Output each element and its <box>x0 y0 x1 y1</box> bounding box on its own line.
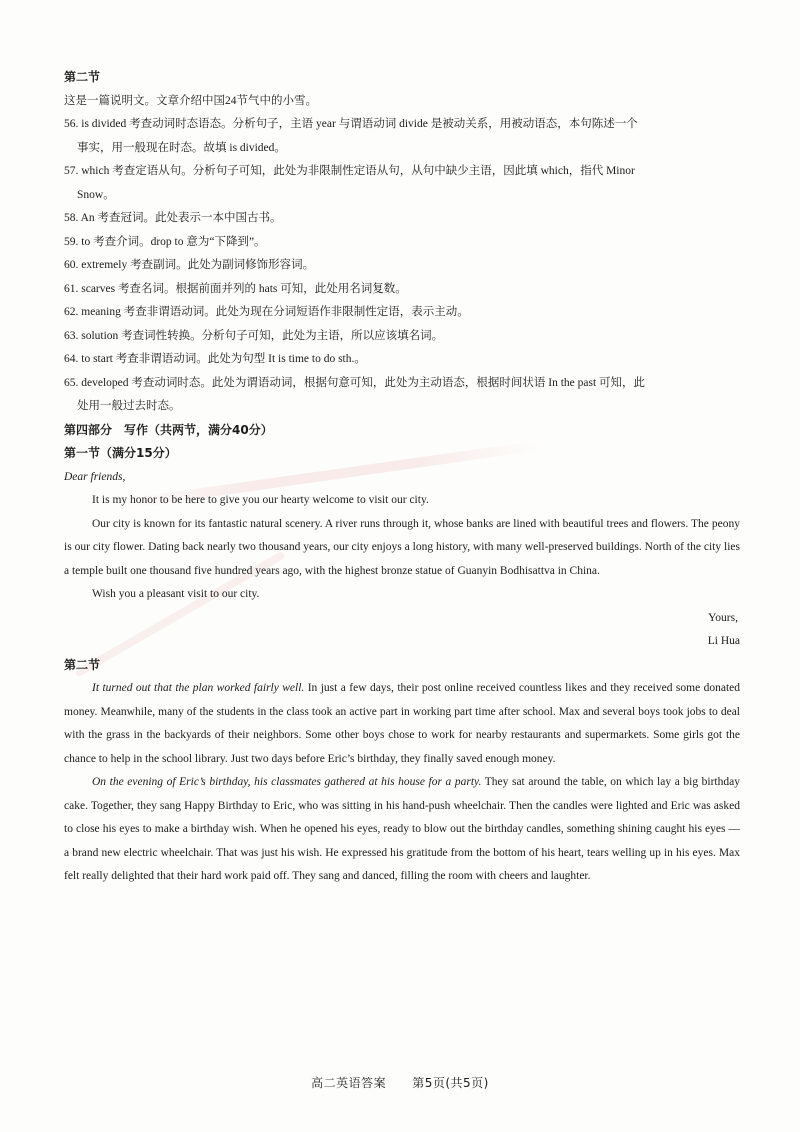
part-4-title: 第四部分 写作（共两节，满分40分） <box>64 422 273 437</box>
letter-paragraph-1: It is my honor to be here to give you our hearty welcome to visit our city. <box>92 494 429 506</box>
page-content <box>64 66 740 889</box>
story-paragraph-1 <box>64 677 740 771</box>
answer-list <box>64 113 740 419</box>
answer-60: 60. extremely 考查副词。此处为副词修饰形容词。 <box>64 259 315 271</box>
writing-section-2-title: 第二节 <box>64 657 101 672</box>
answer-63: 63. solution 考查词性转换。分析句子可知，此处为主语，所以应该填名词。 <box>64 329 444 342</box>
story-paragraph-2-body: They sat around the table, on which lay a big birthday cake. Together, they sang Happy Birthday to Eric, who was sitting in his hand-push wheelchair. Then the candles were lighted and Eric was asked to close his eyes to make a birthday wish. When he opened his eyes, ready to blow out the birthday candles, something shining caught his eyes — a brand new electric wheelchair. That was just his wish. He expressed his gratitude from the bottom of his heart, tears welling up in his eyes. Max felt really delighted that their hard work paid off. They sang and danced, filling the room with cheers and laughter. <box>64 776 740 882</box>
answer-59: 59. to 考查介词。drop to 意为“下降到”。 <box>64 235 266 248</box>
letter-paragraph-2: Our city is known for its fantastic natural scenery. A river runs through it, whose banks are lined with beautiful trees and flowers. The peony is our city flower. Dating back nearly two thousand years, our city enjoys a long history, with many well-preserved buildings. North of the city lies a temple built one thousand five hundred years ago, with the highest bronze statue of Guanyin Bodhisattva in China. <box>64 517 740 577</box>
letter-salutation: Dear friends, <box>64 470 126 483</box>
answer-65-line-1: 65. developed 考查动词时态。此处为谓语动词，根据句意可知，此处为主动语态，根据时间状语 In the past 可知，此 <box>64 376 646 389</box>
story-paragraph-1-body: In just a few days, their post online received countless likes and they received some donated money. Meanwhile, many of the students in the class took an active part in working part time after school. Max and several boys took jobs to deal with the grass in the backyards of their neighbors. Some other boys chose to work for nearby restaurants and supermarkets. Some girls got the chance to help in the school library. Just two days before Eric’s birthday, they finally saved enough money. <box>64 682 740 765</box>
letter-signature: Li Hua <box>707 635 740 647</box>
answer-56-line-2: 事实，用一般现在时态。故填 is divided。 <box>77 141 286 154</box>
section-2-title: 第二节 <box>64 70 101 84</box>
section-2-intro: 这是一篇说明文。文章介绍中国24节气中的小雪。 <box>64 94 317 107</box>
answer-62: 62. meaning 考查非谓语动词。此处为现在分词短语作非限制性定语，表示主动。 <box>64 306 469 318</box>
story-paragraph-2 <box>64 771 740 889</box>
answer-58: 58. An 考查冠词。此处表示一本中国古书。 <box>64 212 282 224</box>
answer-57 <box>64 160 740 207</box>
answer-61: 61. scarves 考查名词。根据前面并列的 hats 可知，此处用名词复数。 <box>64 282 407 295</box>
answer-65 <box>64 372 740 419</box>
footer-subject: 高二英语答案 <box>311 1076 387 1090</box>
answer-65-line-2: 处用一般过去时态。 <box>77 400 181 412</box>
writing-section-1-title: 第一节（满分15分） <box>64 446 177 460</box>
answer-57-line-1: 57. which 考查定语从句。分析句子可知，此处为非限制性定语从句，从句中缺少主语，因此填 which，指代 Minor <box>64 165 635 177</box>
letter-paragraph-3: Wish you a pleasant visit to our city. <box>92 588 260 600</box>
page-footer <box>0 1074 800 1091</box>
answer-56 <box>64 113 740 160</box>
letter-closing: Yours, <box>708 611 738 624</box>
footer-page-number: 第5页(共5页) <box>412 1076 489 1090</box>
story-paragraph-1-lead: It turned out that the plan worked fairly well. <box>92 682 305 694</box>
story-paragraph-2-lead: On the evening of Eric’s birthday, his classmates gathered at his house for a party. <box>92 776 482 788</box>
answer-57-line-2: Snow。 <box>77 188 115 201</box>
answer-56-line-1: 56. is divided 考查动词时态语态。分析句子，主语 year 与谓语动词 divide 是被动关系，用被动语态，本句陈述一个 <box>64 118 638 130</box>
answer-64: 64. to start 考查非谓语动词。此处为句型 It is time to do sth.。 <box>64 353 366 365</box>
